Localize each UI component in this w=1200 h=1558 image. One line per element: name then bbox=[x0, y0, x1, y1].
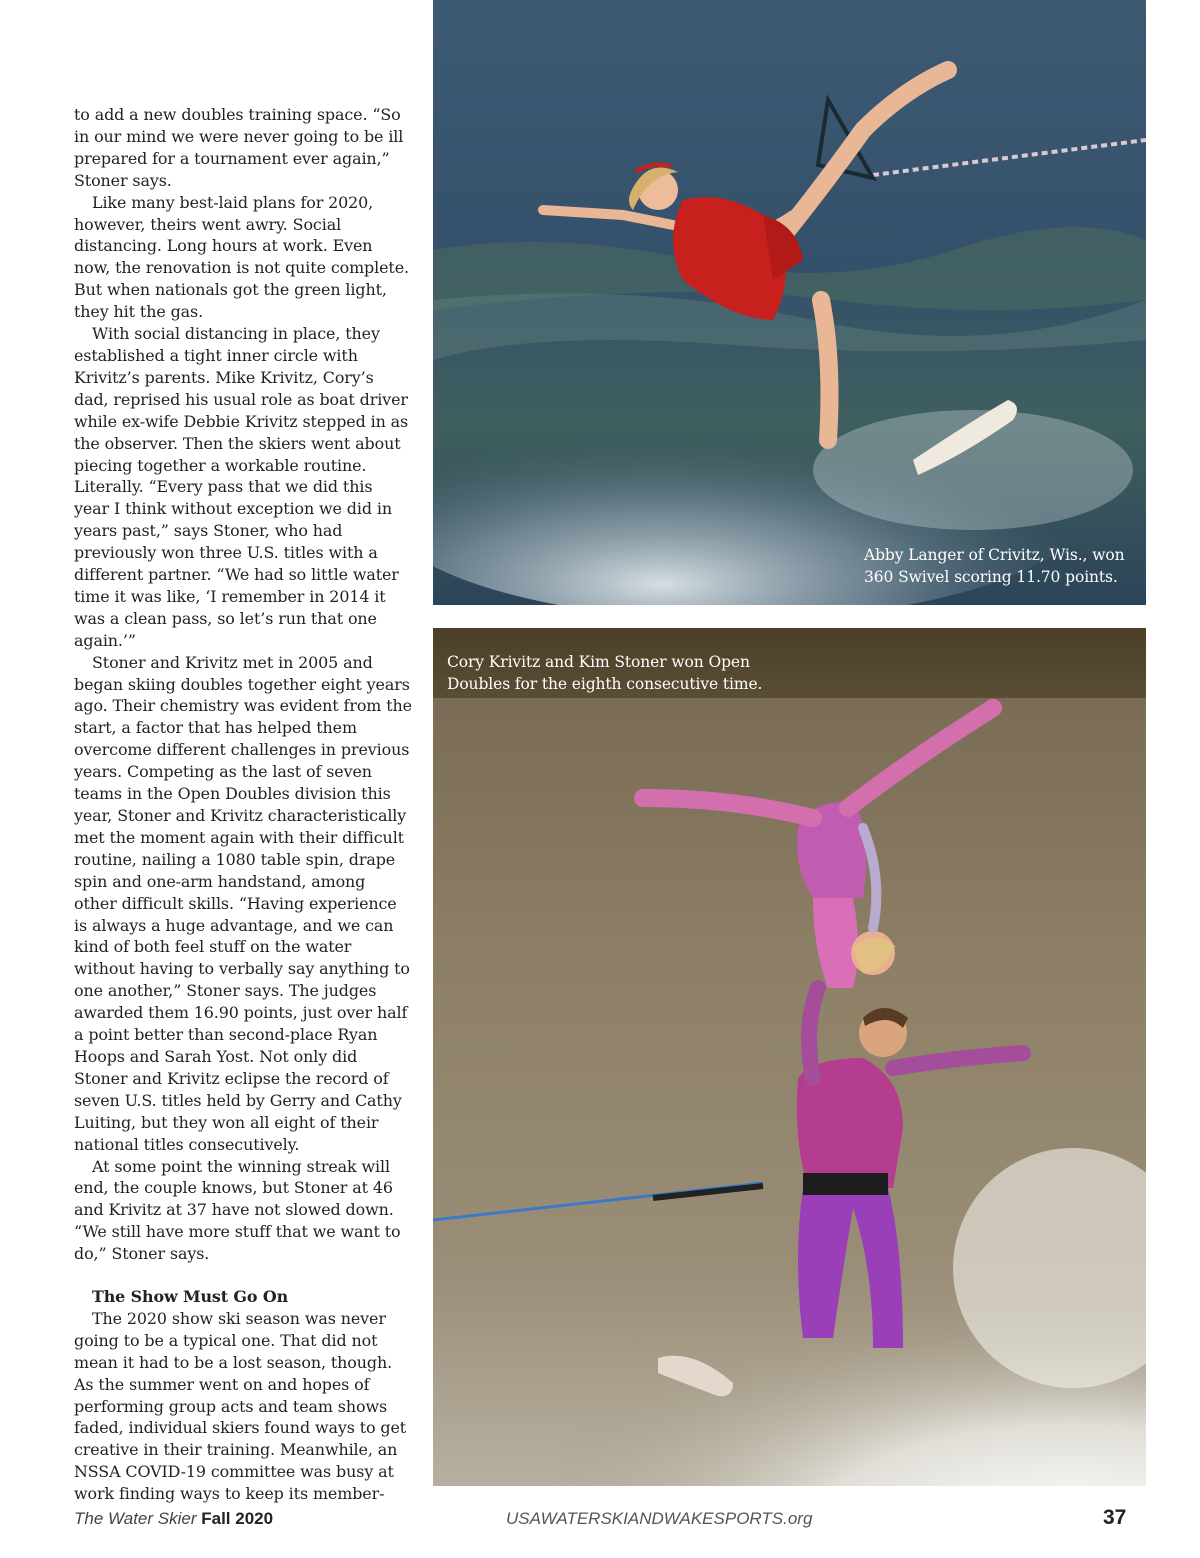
photo-doubles-pair-image bbox=[433, 628, 1146, 1486]
footer-magazine-issue bbox=[74, 1509, 273, 1529]
photo-caption-top: Abby Langer of Crivitz, Wis., won 360 Swivel scoring 11.70 points. bbox=[864, 546, 1125, 586]
article-paragraph: At some point the winning streak will end, the couple knows, but Stoner at 46 and Krivitz at 37 have not slowed down. “We still have more stuff that we want to do,” Stoner says. bbox=[74, 1156, 401, 1264]
article-paragraph: With social distancing in place, they established a tight inner circle with Krivitz’s parents. Mike Krivitz, Cory’s dad, reprised his usual role as boat driver while ex-wife Debbie Krivitz stepped in as the observer. Then the skiers went about piecing together a workable routine. Literally. “Every pass that we did this year I think without exception we did in years past,” says Stoner, who had previously won three U.S. titles with a different partner. “We had so little water time it was like, ‘I remember in 2014 it was a clean pass, so let’s run that one again.’” bbox=[74, 324, 409, 650]
article-paragraph: The 2020 show ski season was never going to be a typical one. That did not mean it had to be a lost season, though. As the summer went on and hopes of performing group acts and team shows faded, individual skiers found ways to get creative in their training. Meanwhile, an NSSA COVID-19 committee was busy at work finding ways to keep its member- bbox=[74, 1308, 407, 1504]
article-column bbox=[74, 104, 412, 1505]
footer-issue: Fall 2020 bbox=[201, 1509, 274, 1528]
footer-website: USAWATERSKIANDWAKESPORTS.org bbox=[506, 1509, 813, 1528]
article-paragraph: Like many best-laid plans for 2020, however, theirs went awry. Social distancing. Long hours at work. Even now, the renovation is not quite complete. But when nationals got the green light, they hit the gas. bbox=[74, 192, 409, 322]
footer-magazine-title: The Water Skier bbox=[74, 1509, 197, 1528]
photo-caption-bottom: Cory Krivitz and Kim Stoner won Open Doubles for the eighth consecutive time. bbox=[447, 653, 763, 693]
article-paragraph: to add a new doubles training space. “So in our mind we were never going to be ill prepared for a tournament ever again,” Stoner says. bbox=[74, 105, 404, 190]
page-number: 37 bbox=[1103, 1506, 1127, 1529]
photo-doubles-pair bbox=[433, 628, 1146, 1486]
photo-skier-swivel-image bbox=[433, 0, 1146, 605]
article-paragraph: Stoner and Krivitz met in 2005 and began skiing doubles together eight years ago. Their chemistry was evident from the start, a factor that has helped them overcome different challenges in previous years. Competing as the last of seven teams in the Open Doubles division this year, Stoner and Krivitz characteristically met the moment again with their difficult routine, nailing a 1080 table spin, drape spin and one-arm handstand, among other difficult skills. “Having experience is always a huge advantage, and we can kind of both feel stuff on the water without having to verbally say anything to one another,” Stoner says. The judges awarded them 16.90 points, just over half a point better than second-place Ryan Hoops and Sarah Yost. Not only did Stoner and Krivitz eclipse the record of seven U.S. titles held by Gerry and Cathy Luiting, but they won all eight of their national titles consecutively. bbox=[74, 652, 412, 1154]
section-subhead: The Show Must Go On bbox=[92, 1287, 289, 1307]
photo-skier-swivel bbox=[433, 0, 1146, 605]
